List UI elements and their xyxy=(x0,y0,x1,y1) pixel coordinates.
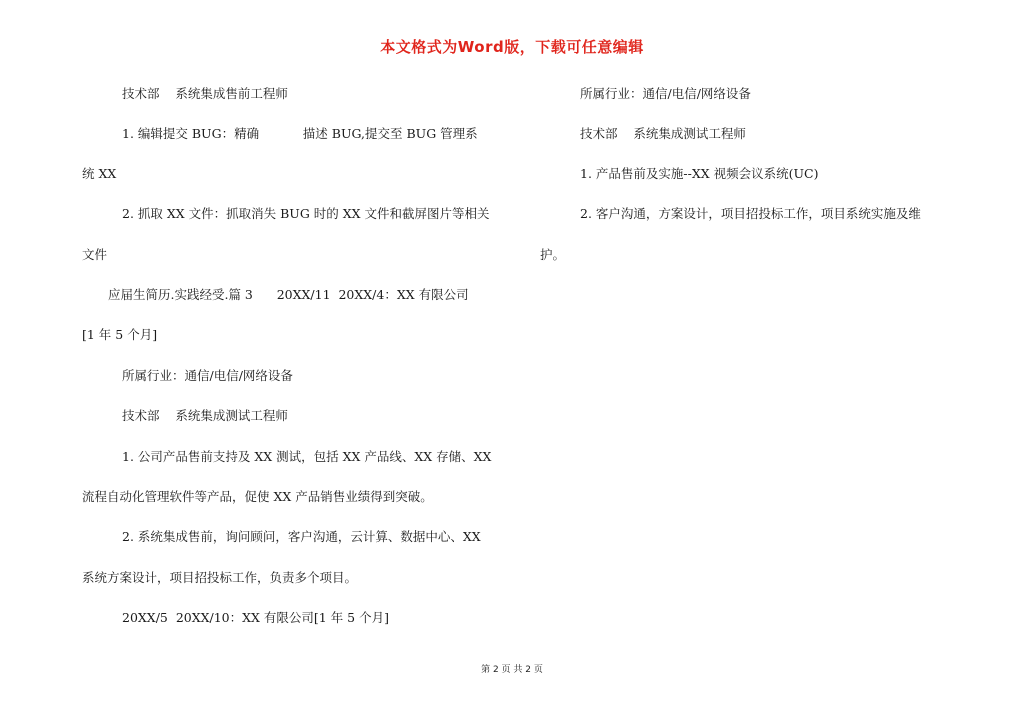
left-line-9: 技术部 系统集成测试工程师 xyxy=(122,408,288,423)
page-footer: 第 2 页 共 2 页 xyxy=(481,665,543,675)
banner-title: 本文格式为Word版，下载可任意编辑 xyxy=(380,38,644,56)
left-line-5: 文件 xyxy=(82,247,108,262)
left-line-14: 20XX/5 20XX/10：XX 有限公司[1 年 5 个月] xyxy=(122,610,389,625)
left-line-4: 2. 抓取 XX 文件：抓取消失 BUG 时的 XX 文件和截屏图片等相关 xyxy=(122,206,490,221)
right-line-1: 所属行业：通信/电信/网络设备 xyxy=(580,86,751,101)
left-line-8: 所属行业：通信/电信/网络设备 xyxy=(122,368,293,383)
left-line-10: 1. 公司产品售前支持及 XX 测试，包括 XX 产品线、XX 存储、XX xyxy=(122,449,492,464)
right-line-4: 2. 客户沟通，方案设计，项目招投标工作，项目系统实施及维 xyxy=(580,206,921,221)
right-line-5: 护。 xyxy=(540,247,566,262)
left-line-2: 1. 编辑提交 BUG：精确 描述 BUG,提交至 BUG 管理系 xyxy=(122,126,478,141)
left-line-6: 应届生简历.实践经受.篇 3 20XX/11 20XX/4：XX 有限公司 xyxy=(108,287,469,302)
left-line-3: 统 XX xyxy=(82,166,117,181)
right-line-3: 1. 产品售前及实施--XX 视频会议系统(UC) xyxy=(580,166,819,181)
left-line-7: [1 年 5 个月] xyxy=(82,327,158,342)
left-line-11: 流程自动化管理软件等产品，促使 XX 产品销售业绩得到突破。 xyxy=(82,489,433,504)
left-line-12: 2. 系统集成售前，询问顾问，客户沟通，云计算、数据中心、XX xyxy=(122,529,481,544)
right-line-2: 技术部 系统集成测试工程师 xyxy=(580,126,746,141)
left-line-13: 系统方案设计，项目招投标工作，负责多个项目。 xyxy=(82,570,358,585)
left-line-1: 技术部 系统集成售前工程师 xyxy=(122,86,288,101)
